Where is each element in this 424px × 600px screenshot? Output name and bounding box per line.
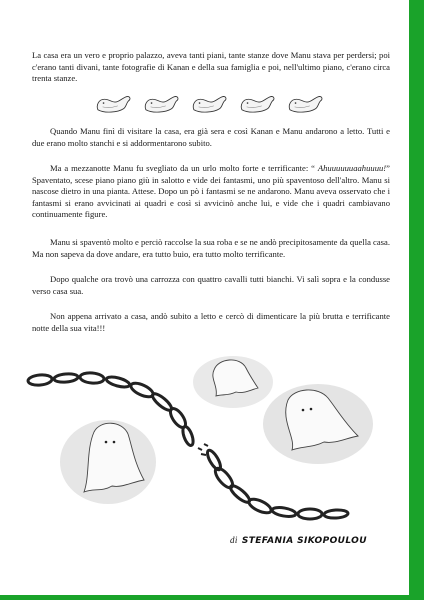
ghost-icon	[95, 93, 133, 115]
ghost-icon	[239, 93, 277, 115]
ghost-eye	[113, 441, 116, 444]
ghosts-chain-illustration	[18, 352, 390, 527]
ghost-icon	[287, 93, 325, 115]
paragraph-1: La casa era un vero e proprio palazzo, aveva tanti piani, tante stanze dove Manu stava per perdersi; poi c'erano tanti divani, tante fotografie di Kanan e della sua famiglia e poi, nell'ultimo piano, c'erano circa trenta stanze.	[32, 50, 390, 84]
paragraph-3	[32, 163, 390, 221]
ghost-icon	[143, 93, 181, 115]
author-name: STEFANIA SIKOPOULOU	[241, 536, 367, 546]
ghost-icon	[191, 93, 229, 115]
paragraph-4: Manu si spaventò molto e perciò raccolse la sua roba e se ne andò precipitosamente da quella casa. Ma non sapeva da dove andare, era tutto buio, era tutto molto terrificante.	[32, 237, 390, 259]
paragraph-3-start: Ma a mezzanotte Manu fu svegliato da un urlo molto forte e terrificante: “	[50, 163, 318, 173]
paragraph-6: Non appena arrivato a casa, andò subito a letto e cercò di dimenticare la più brutta e terrificante notte della sua vita!!!	[32, 311, 390, 333]
green-bottom-border	[0, 595, 424, 600]
paragraph-5: Dopo qualche ora trovò una carrozza con quattro cavalli tutti bianchi. Vi salì sopra e la condusse verso casa sua.	[32, 274, 390, 296]
ghost-eye	[105, 441, 108, 444]
ghost-divider	[95, 91, 325, 117]
green-side-border	[409, 0, 424, 600]
author-signature	[230, 535, 367, 546]
scream-text: Ahuuuuuuaahuuuu!	[317, 163, 387, 173]
ghost-eye	[302, 409, 305, 412]
paragraph-3-end: ” Spaventato, scese piano piano giù in salotto e vide dei fantasmi, uno più spaventoso dell'altro. Manu si nascose dietro in una pianta. Attese. Dopo un pò i fantasmi se ne andarono. Manu aveva osservato che i fantasmi si erano avvicinati ai quadri e così si avvicinò anche lui, e vide che i quadri cambiavano continuamente figure.	[32, 163, 390, 220]
ghost-eye	[310, 408, 313, 411]
paragraph-2: Quando Manu finì di visitare la casa, era già sera e così Kanan e Manu andarono a letto. Tutti e due erano molto stanchi e si addormentarono subito.	[32, 126, 390, 148]
signature-prefix: di	[230, 535, 238, 545]
